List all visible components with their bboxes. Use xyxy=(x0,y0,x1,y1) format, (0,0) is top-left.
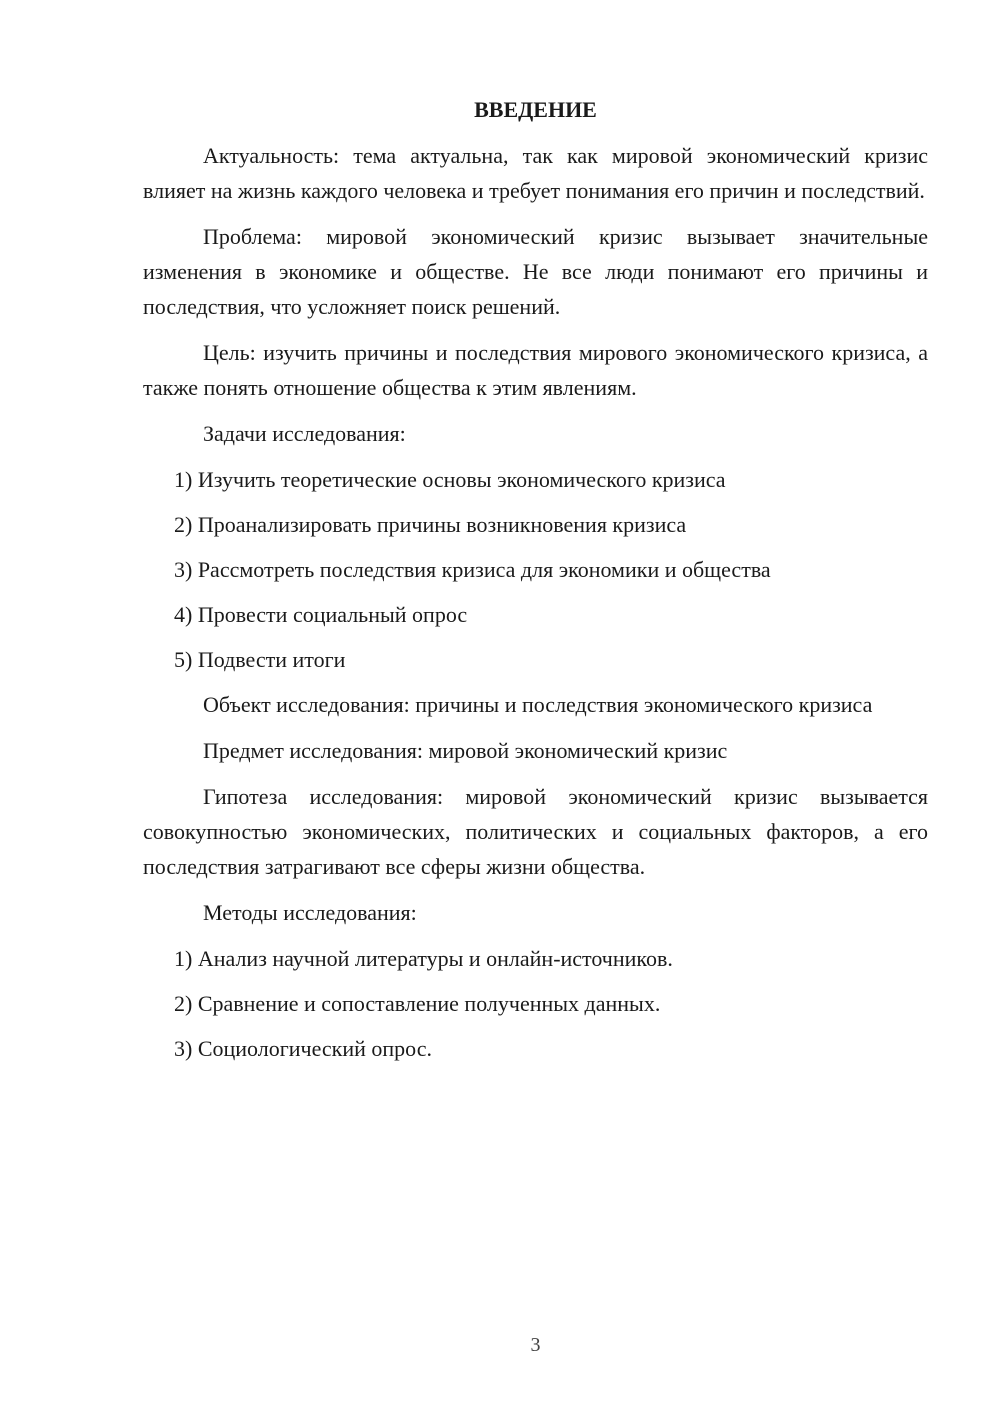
list-item: 1) Анализ научной литературы и онлайн-источников. xyxy=(174,946,673,971)
tasks-list xyxy=(143,462,928,677)
methods-heading: Методы исследования: xyxy=(203,900,417,925)
hypothesis-paragraph: Гипотеза исследования: мировой экономический кризис вызывается совокупностью экономических, политических и социальных факторов, а его последствия затрагивают все сферы жизни общества. xyxy=(143,784,928,879)
list-item: 5) Подвести итоги xyxy=(174,647,346,672)
relevance-paragraph: Актуальность: тема актуальна, так как мировой экономический кризис влияет на жизнь каждого человека и требует понимания его причин и последствий. xyxy=(143,143,928,203)
page-number: 3 xyxy=(530,1334,541,1356)
section-title: ВВЕДЕНИЕ xyxy=(474,97,597,122)
list-item: 3) Социологический опрос. xyxy=(174,1036,432,1061)
methods-list xyxy=(143,941,928,1066)
object-paragraph: Объект исследования: причины и последствия экономического кризиса xyxy=(203,692,873,717)
list-item: 4) Провести социальный опрос xyxy=(174,602,468,627)
goal-paragraph: Цель: изучить причины и последствия мирового экономического кризиса, а также понять отношение общества к этим явлениям. xyxy=(143,340,928,400)
list-item: 1) Изучить теоретические основы экономического кризиса xyxy=(174,467,726,492)
document-page xyxy=(143,92,928,1076)
list-item: 3) Рассмотреть последствия кризиса для экономики и общества xyxy=(174,557,771,582)
tasks-heading: Задачи исследования: xyxy=(203,421,406,446)
list-item: 2) Сравнение и сопоставление полученных данных. xyxy=(174,991,661,1016)
list-item: 2) Проанализировать причины возникновения кризиса xyxy=(174,512,687,537)
subject-paragraph: Предмет исследования: мировой экономический кризис xyxy=(203,738,728,763)
problem-paragraph: Проблема: мировой экономический кризис вызывает значительные изменения в экономике и обществе. Не все люди понимают его причины и последствия, что усложняет поиск решений. xyxy=(143,224,928,319)
